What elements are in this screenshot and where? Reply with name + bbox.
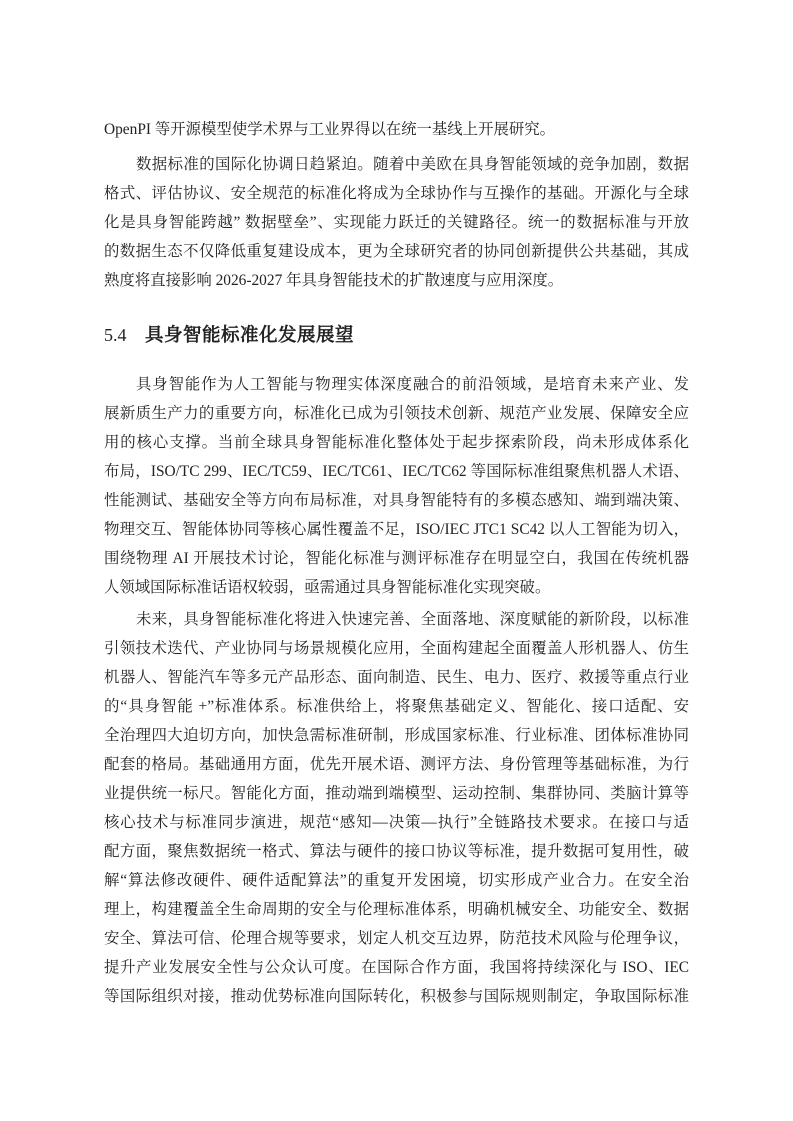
text-line: OpenPI 等开源模型使学术界与工业界得以在统一基线上开展研究。	[104, 121, 556, 138]
section-number: 5.4	[104, 325, 127, 345]
text-line: 业提供统一标尺。智能化方面，推动端到端模型、运动控制、集群协同、类脑计算等	[104, 785, 689, 802]
paragraph	[104, 370, 689, 602]
text-line: 格式、评估协议、安全规范的标准化将成为全球协作与互操作的基础。开源化与全球	[104, 185, 689, 202]
text-line: 配方面，聚焦数据统一格式、算法与硬件的接口协议等标准，提升数据可复用性，破	[104, 843, 689, 860]
text-line: 物理交互、智能体协同等核心属性覆盖不足，ISO/IEC JTC1 SC42 以人工智能为切入，	[104, 521, 689, 538]
text-line: 化是具身智能跨越” 数据壁垒”、实现能力跃迁的关键路径。统一的数据标准与开放	[104, 214, 689, 231]
text-line: 围绕物理 AI 开展技术讨论，智能化标准与测评标准存在明显空白，我国在传统机器	[104, 550, 689, 567]
text-line: 数据标准的国际化协调日趋紧迫。随着中美欧在具身智能领域的竞争加剧，数据	[136, 156, 689, 173]
text-line: 机器人、智能汽车等多元产品形态、面向制造、民生、电力、医疗、救援等重点行业	[104, 669, 689, 686]
paragraph	[104, 115, 689, 144]
paragraph	[104, 605, 689, 1011]
text-line: 配套的格局。基础通用方面，优先开展术语、测评方法、身份管理等基础标准，为行	[104, 756, 689, 773]
text-line: 引领技术迭代、产业协同与场景规模化应用，全面构建起全面覆盖人形机器人、仿生	[104, 640, 689, 657]
text-line: 人领域国际标准话语权较弱，亟需通过具身智能标准化实现突破。	[104, 579, 551, 596]
text-line: 的“具身智能 +”标准体系。标准供给上，将聚焦基础定义、智能化、接口适配、安	[104, 698, 689, 715]
paragraph	[104, 150, 689, 295]
text-line: 熟度将直接影响 2026-2027 年具身智能技术的扩散速度与应用深度。	[104, 272, 564, 289]
text-line: 性能测试、基础安全等方向布局标准，对具身智能特有的多模态感知、端到端决策、	[104, 492, 689, 509]
text-line: 解“算法修改硬件、硬件适配算法”的重复开发困境，切实形成产业合力。在安全治	[104, 872, 689, 889]
text-line: 布局，ISO/TC 299、IEC/TC59、IEC/TC61、IEC/TC62 等国际标准组聚焦机器人术语、	[104, 463, 689, 480]
text-line: 展新质生产力的重要方向，标准化已成为引领技术创新、规范产业发展、保障安全应	[104, 405, 689, 422]
text-line: 理上，构建覆盖全生命周期的安全与伦理标准体系，明确机械安全、功能安全、数据	[104, 901, 689, 918]
text-line: 安全、算法可信、伦理合规等要求，划定人机交互边界，防范技术风险与伦理争议，	[104, 930, 689, 947]
section-heading	[104, 322, 689, 348]
text-line: 全治理四大迫切方向，加快急需标准研制，形成国家标准、行业标准、团体标准协同	[104, 727, 689, 744]
text-line: 用的核心支撑。当前全球具身智能标准化整体处于起步探索阶段，尚未形成体系化	[104, 434, 689, 451]
text-line: 具身智能作为人工智能与物理实体深度融合的前沿领域，是培育未来产业、发	[136, 376, 689, 393]
text-line: 未来，具身智能标准化将进入快速完善、全面落地、深度赋能的新阶段，以标准	[136, 611, 689, 628]
text-line: 提升产业发展安全性与公众认可度。在国际合作方面，我国将持续深化与 ISO、IEC	[104, 959, 689, 976]
section-title: 具身智能标准化发展展望	[145, 326, 355, 346]
text-line: 的数据生态不仅降低重复建设成本，更为全球研究者的协同创新提供公共基础，其成	[104, 243, 689, 260]
text-line: 核心技术与标准同步演进，规范“感知—决策—执行”全链路技术要求。在接口与适	[104, 814, 689, 831]
text-line: 等国际组织对接，推动优势标准向国际转化，积极参与国际规则制定，争取国际标准	[104, 988, 689, 1005]
